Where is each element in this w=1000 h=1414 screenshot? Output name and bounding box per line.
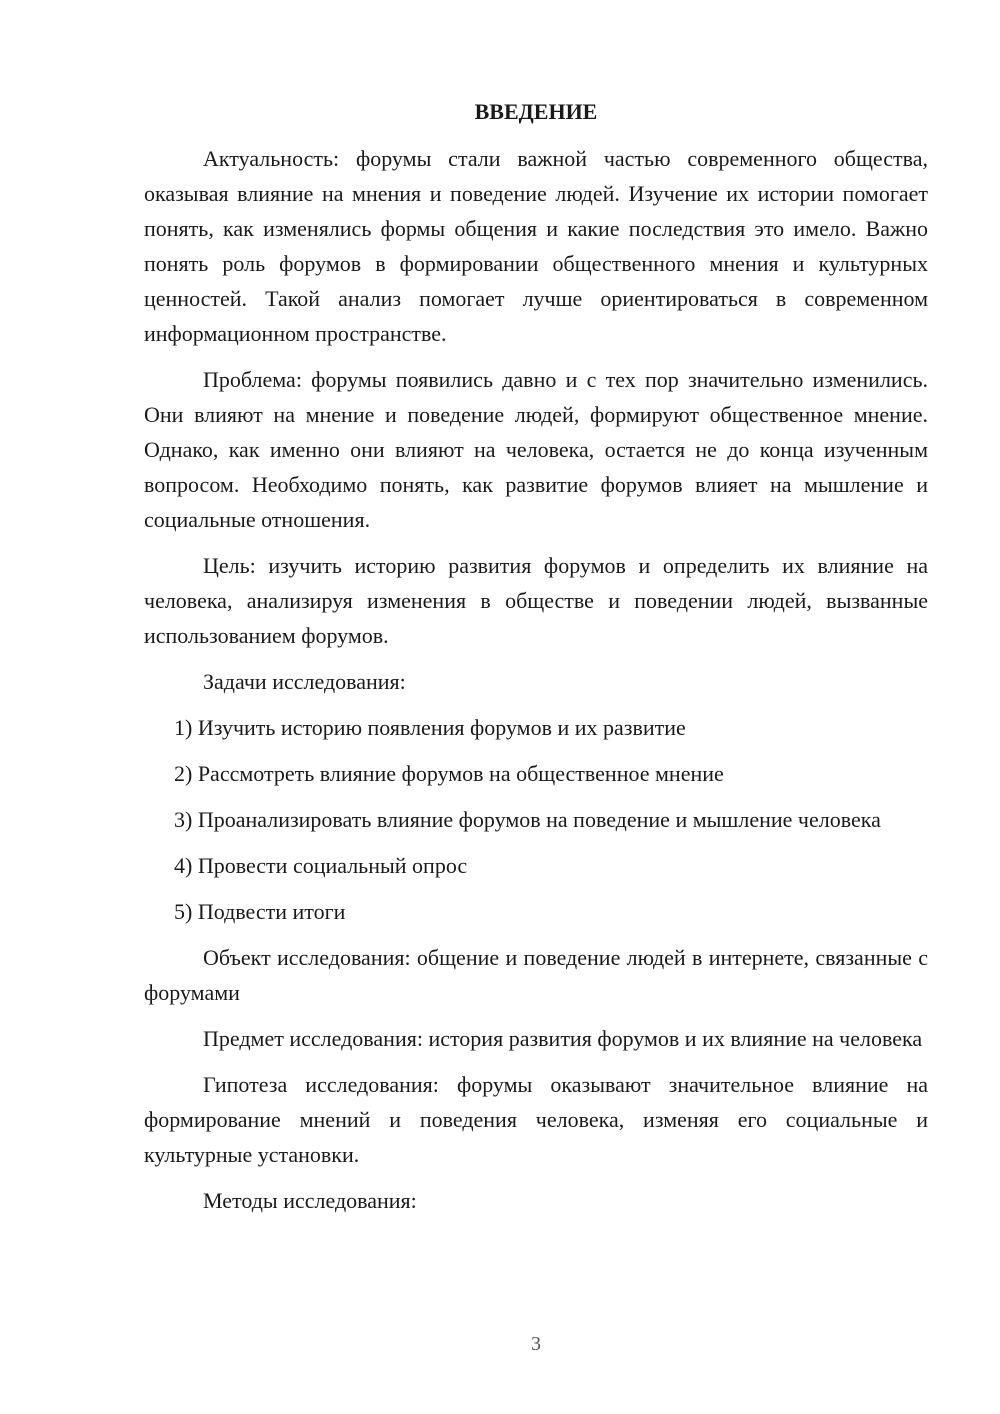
tasks-heading: Задачи исследования: [203,669,406,694]
page-number: 3 [531,1333,541,1355]
paragraph-relevance: Актуальность: форумы стали важной частью современного общества, оказывая влияние на мнения и поведение людей. Изучение их истории помогает понять, как изменялись формы общения и какие последствия это имело. Важно понять роль форумов в формировании общественного мнения и культурных ценностей. Такой анализ помогает лучше ориентироваться в современном информационном пространстве. [144,146,928,346]
paragraph-goal: Цель: изучить историю развития форумов и определить их влияние на человека, анализируя изменения в обществе и поведении людей, вызванные использованием форумов. [144,553,928,648]
paragraph-methods: Методы исследования: [203,1188,417,1213]
task-item-4: 4) Провести социальный опрос [174,853,468,878]
task-item-2: 2) Рассмотреть влияние форумов на общественное мнение [174,761,724,786]
page-content [144,94,928,1229]
paragraph-subject: Предмет исследования: история развития форумов и их влияние на человека [203,1026,923,1051]
section-title: ВВЕДЕНИЕ [474,99,598,124]
task-item-1: 1) Изучить историю появления форумов и их развитие [174,715,686,740]
paragraph-object: Объект исследования: общение и поведение людей в интернете, связанные с форумами [144,945,928,1005]
task-item-3: 3) Проанализировать влияние форумов на поведение и мышление человека [174,807,881,832]
paragraph-hypothesis: Гипотеза исследования: форумы оказывают значительное влияние на формирование мнений и поведения человека, изменяя его социальные и культурные установки. [144,1072,928,1167]
task-item-5: 5) Подвести итоги [174,899,346,924]
paragraph-problem: Проблема: форумы появились давно и с тех пор значительно изменились. Они влияют на мнение и поведение людей, формируют общественное мнение. Однако, как именно они влияют на человека, остается не до конца изученным вопросом. Необходимо понять, как развитие форумов влияет на мышление и социальные отношения. [144,367,928,532]
